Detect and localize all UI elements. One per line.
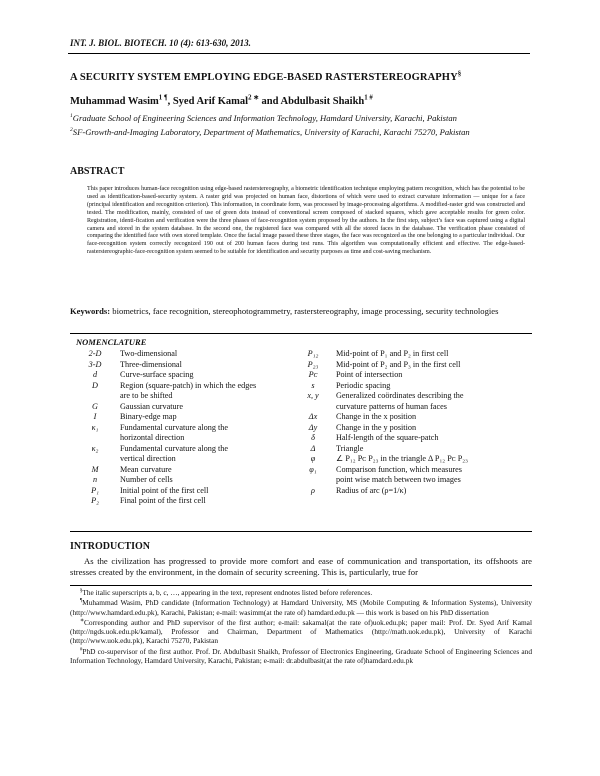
nomenclature-right-symbol bbox=[290, 475, 336, 486]
nomenclature-right-row bbox=[290, 370, 532, 381]
nomenclature-right-row bbox=[290, 465, 532, 476]
nomenclature-right-row bbox=[290, 349, 532, 360]
affiliation-2 bbox=[70, 127, 470, 137]
nomenclature-left-row bbox=[70, 412, 295, 423]
nomenclature-left-definition: Final point of the first cell bbox=[120, 496, 206, 505]
abstract-heading: ABSTRACT bbox=[70, 166, 125, 177]
nomenclature-left-row bbox=[70, 381, 295, 392]
nomenclature-left-symbol: G bbox=[92, 401, 98, 411]
introduction-text bbox=[70, 556, 532, 578]
nomenclature-left-definition: Initial point of the first cell bbox=[120, 485, 209, 495]
nomenclature-right-definition: Mid-point of P₁ and P₂ in first cell bbox=[336, 349, 449, 358]
nomenclature-left-row bbox=[70, 444, 295, 455]
nomenclature-left-row bbox=[70, 475, 295, 486]
nomenclature-right-definition: curvature patterns of human faces bbox=[336, 401, 447, 411]
nomenclature-right-symbol bbox=[290, 402, 336, 413]
nomenclature-right-column bbox=[290, 349, 532, 496]
nomenclature-left-symbol: 2-D bbox=[88, 349, 102, 358]
nomenclature-right-symbol: x, y bbox=[307, 391, 319, 400]
nomenclature-left-definition: Curve-surface spacing bbox=[120, 370, 194, 379]
nomenclature-title: NOMENCLATURE bbox=[76, 337, 147, 347]
nomenclature-right-symbol: P₂₃ bbox=[307, 359, 319, 369]
footnote bbox=[70, 598, 532, 617]
nomenclature-right-definition: Change in the x position bbox=[336, 412, 417, 421]
nomenclature-right-row bbox=[290, 402, 532, 413]
nomenclature-right-row bbox=[290, 391, 532, 402]
footnote-rule bbox=[70, 585, 532, 586]
author-3-mark: 1 # bbox=[364, 94, 373, 102]
affiliation-2-text: SF-Growth-and-Imaging Laboratory, Department of Mathematics, University of Karachi, Karachi 75270, Pakistan bbox=[72, 127, 470, 137]
footnote-mark: # bbox=[80, 647, 83, 653]
nomenclature-right-definition: Change in the y position bbox=[336, 422, 417, 432]
nomenclature-left-symbol bbox=[70, 433, 120, 444]
keywords-text: biometrics, face recognition, stereophotogrammetry, rasterstereography, image processing, security technologies bbox=[112, 306, 499, 316]
nomenclature-left-symbol: n bbox=[92, 475, 98, 484]
nomenclature-left-definition: Number of cells bbox=[120, 475, 173, 484]
footnote bbox=[70, 618, 532, 646]
nomenclature-left-row bbox=[70, 402, 295, 413]
nomenclature-right-symbol: ρ bbox=[311, 485, 315, 495]
nomenclature-right-row bbox=[290, 433, 532, 444]
nomenclature-left-definition: horizontal direction bbox=[120, 433, 185, 442]
nomenclature-right-symbol: φ₁ bbox=[309, 464, 317, 474]
nomenclature-right-definition: Mid-point of P₂ and P₃ in the first cell bbox=[336, 359, 461, 369]
footnote bbox=[70, 588, 532, 597]
author-3: and Abdulbasit Shaikh bbox=[261, 96, 365, 107]
nomenclature-right-definition: Triangle bbox=[336, 443, 364, 453]
nomenclature-left-definition: Binary-edge map bbox=[120, 412, 177, 421]
nomenclature-left-row bbox=[70, 433, 295, 444]
nomenclature-left-row bbox=[70, 423, 295, 434]
nomenclature-right-row bbox=[290, 486, 532, 497]
footnote-mark: ¶ bbox=[80, 598, 83, 604]
author-1: Muhammad Wasim bbox=[70, 96, 159, 107]
nomenclature-left-row bbox=[70, 465, 295, 476]
nomenclature-right-definition: Comparison function, which measures bbox=[336, 464, 462, 474]
author-list: Muhammad Wasim$^{1 \P}$, Syed Arif Kamal$^{2 ∗}$ and Abdulbasit Shaikh$^{1 \#}$ bbox=[70, 94, 373, 107]
nomenclature-left-symbol: d bbox=[92, 370, 98, 379]
nomenclature-left-definition: Two-dimensional bbox=[120, 349, 178, 358]
nomenclature-left-definition: Fundamental curvature along the bbox=[120, 422, 228, 432]
nomenclature-right-definition: Generalized coördinates describing the bbox=[336, 391, 464, 400]
nomenclature-right-row bbox=[290, 475, 532, 486]
nomenclature-left-symbol: κ₂ bbox=[91, 443, 99, 453]
nomenclature-right-definition: Half-length of the square-patch bbox=[336, 433, 439, 442]
footnote-text: The italic superscripts a, b, c, …, appearing in the text, represent endnotes listed before references. bbox=[82, 588, 373, 597]
nomenclature-left-definition: Region (square-patch) in which the edges bbox=[120, 380, 257, 390]
nomenclature-left-definition: Gaussian curvature bbox=[120, 401, 183, 411]
affiliation-1 bbox=[70, 113, 457, 123]
nomenclature-left-row bbox=[70, 391, 295, 402]
nomenclature-right-symbol: Δx bbox=[308, 412, 318, 421]
nomenclature-left-symbol: P₁ bbox=[91, 485, 99, 495]
nomenclature-right-row bbox=[290, 423, 532, 434]
nomenclature-left-symbol: 3-D bbox=[88, 359, 102, 369]
nomenclature-right-definition: Radius of arc (ρ=1/κ) bbox=[336, 485, 407, 495]
nomenclature-left-symbol bbox=[70, 454, 120, 465]
nomenclature-left-row bbox=[70, 349, 295, 360]
nomenclature-right-symbol: Pᴄ bbox=[308, 370, 318, 379]
nomenclature-left-symbol: D bbox=[92, 380, 98, 390]
footnotes bbox=[70, 588, 532, 666]
footnote-text: Muhammad Wasim, PhD candidate (Information Technology) at Hamdard University, MS (Mobile Computing & Information Systems), University (http://www.hamdard.edu.pk), Karachi, Pakistan; e-mail: wasimm(at the rate of) hamdard.edu.pk — this work is based on his PhD dissertation bbox=[70, 598, 532, 617]
journal-header: INT. J. BIOL. BIOTECH. 10 (4): 613-630, 2013. bbox=[70, 38, 251, 48]
author-2-mark: 2 ∗ bbox=[248, 94, 259, 102]
paper-title bbox=[70, 72, 461, 83]
nomenclature-left-row bbox=[70, 454, 295, 465]
footnote-text: PhD co-supervisor of the first author. Prof. Dr. Abdulbasit Shaikh, Professor of Electronics Engineering, Graduate School of Engineering Sciences and Information Technology, Hamdard University, Karachi, Pakistan; e-mail: dr.abdulbasit(at the rate of)hamdard.edu.pk bbox=[70, 646, 532, 666]
paper-title-text: A SECURITY SYSTEM EMPLOYING EDGE-BASED RASTERSTEREOGRAPHY bbox=[70, 72, 458, 83]
nomenclature-left-row bbox=[70, 360, 295, 371]
introduction-heading: INTRODUCTION bbox=[70, 541, 151, 552]
nomenclature-right-symbol: Δ bbox=[310, 443, 316, 453]
keywords bbox=[70, 306, 532, 317]
introduction-paragraph: As the civilization has progressed to provide more comfort and ease of communication and transportation, its offshoots are stresses created by the environment, in the domain of security screening. This is, particularly, true for bbox=[70, 556, 532, 577]
nomenclature-left-definition: Mean curvature bbox=[120, 464, 172, 474]
nomenclature-left-definition: Fundamental curvature along the bbox=[120, 443, 228, 453]
author-1-mark: 1 ¶ bbox=[158, 94, 168, 102]
nomenclature-right-symbol: s bbox=[311, 380, 315, 390]
nomenclature-left-symbol bbox=[70, 391, 120, 402]
author-2: Syed Arif Kamal bbox=[172, 96, 249, 107]
nomenclature-left-row bbox=[70, 496, 295, 507]
nomenclature-right-symbol: Δy bbox=[308, 422, 318, 432]
nomenclature-right-definition: Point of intersection bbox=[336, 370, 403, 379]
title-footnote-mark: § bbox=[457, 70, 462, 78]
nomenclature-right-definition: point wise match between two images bbox=[336, 475, 461, 484]
affiliation-1-num: 1 bbox=[70, 113, 73, 120]
nomenclature-left-symbol: κ₁ bbox=[91, 422, 99, 432]
nomenclature-right-row bbox=[290, 444, 532, 455]
footnote-mark: § bbox=[80, 588, 83, 594]
footnote bbox=[70, 647, 532, 666]
nomenclature-left-definition: vertical direction bbox=[120, 454, 176, 463]
nomenclature-right-symbol: φ bbox=[310, 454, 316, 463]
nomenclature-right-symbol: δ bbox=[311, 433, 315, 442]
affiliation-2-num: 2 bbox=[70, 127, 73, 134]
abstract-body: This paper introduces human-face recognition using edge-based rasterstereography, a biometric identification technique employing pattern recognition, which has the potential to be used as identification-based-security system. A raster grid was projected on human face, distortions of which were used to extract curvature information — unique for a face (principal identification and recognition criterion). This information, in coordinate form, was processed by image-processing algorithms. A modified-raster grid was constructed and tested. The modification, mainly, consisted of use of green dots instead of conventional screen composed of stacked squares, which gave acceptable results for green color. Registration, identi-fication and verification were the three phases of face-recognition system proposed by the authors. In the first step, subject’s face was captured using a digital camera and stored in the system database. In the second one, the registered face was compared with all the stored faces in the database. The verification phase consisted of comparing the identified face with own stored template. Once the facial image passed these three stages, the face was recognized as the one belonging to a particular individual. Our face-recognition system correctly recognized 190 out of 200 human faces during test runs. This algorithm was computationally efficient and effective. The edge-based-rasterstereographic-face-recognition system seemed to be suitable for identification and security purposes as time and cost-saving mechanism. bbox=[87, 186, 525, 256]
nomenclature-right-definition: Periodic spacing bbox=[336, 380, 391, 390]
footnote-mark: ∗ bbox=[80, 618, 84, 624]
nomenclature-left-symbol: P₂ bbox=[91, 496, 99, 505]
keywords-label: Keywords: bbox=[70, 306, 111, 316]
nomenclature-left-symbol: I bbox=[93, 412, 97, 421]
nomenclature-right-row bbox=[290, 360, 532, 371]
nomenclature-left-symbol: M bbox=[91, 464, 99, 474]
nomenclature-box bbox=[70, 333, 532, 532]
affiliation-1-text: Graduate School of Engineering Sciences and Information Technology, Hamdard University, Karachi, Pakistan bbox=[72, 113, 457, 123]
nomenclature-left-row bbox=[70, 370, 295, 381]
nomenclature-right-definition: ∠ P₁₂ Pᴄ P₂₃ in the triangle Δ P₁₂ Pᴄ P₂₃ bbox=[336, 454, 468, 463]
nomenclature-left-column bbox=[70, 349, 295, 507]
nomenclature-left-row bbox=[70, 486, 295, 497]
nomenclature-right-row bbox=[290, 454, 532, 465]
footnote-text: Corresponding author and PhD supervisor of the first author; e-mail: sakamal(at the rate of)uok.edu.pk; paper mail: Prof. Dr. Syed Arif Kamal (http://ngds.uok.edu.pk/kamal), Professor and Chairman, Department of Mathematics (http://math.uok.edu.pk), University of Karachi (http://www.uok.edu.pk), Karachi 75270, Pakistan bbox=[70, 617, 532, 646]
nomenclature-left-definition: are to be shifted bbox=[120, 391, 173, 400]
nomenclature-right-row bbox=[290, 412, 532, 423]
nomenclature-right-row bbox=[290, 381, 532, 392]
nomenclature-left-definition: Three-dimensional bbox=[120, 359, 182, 369]
nomenclature-right-symbol: P₁₂ bbox=[307, 349, 319, 358]
header-rule bbox=[68, 53, 530, 54]
